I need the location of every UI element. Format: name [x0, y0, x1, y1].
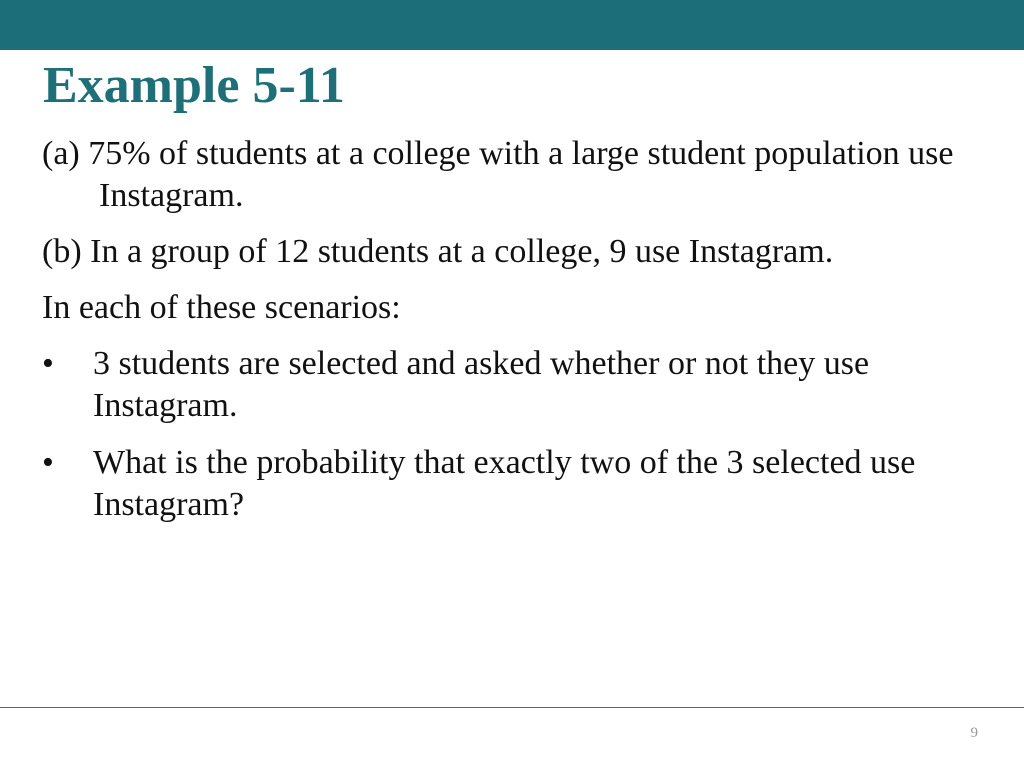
- bullet-marker: •: [42, 345, 54, 382]
- slide-body: [42, 133, 1002, 541]
- header-bar: [0, 0, 1024, 50]
- scenario-a-text: (a) 75% of students at a college with a large student population use Instagram.: [42, 135, 954, 214]
- bullet-text: 3 students are selected and asked whether or not they use Instagram.: [93, 345, 870, 424]
- bullet-item-probability-question: [42, 442, 1002, 526]
- bullet-text: What is the probability that exactly two of the 3 selected use Instagram?: [93, 444, 916, 523]
- scenario-b-text: (b) In a group of 12 students at a college, 9 use Instagram.: [42, 233, 834, 270]
- scenarios-intro: In each of these scenarios:: [42, 289, 401, 326]
- bullet-item-selection: [42, 343, 1002, 427]
- bullet-marker: •: [42, 444, 54, 481]
- page-number: 9: [970, 725, 978, 741]
- slide-title: Example 5-11: [43, 57, 345, 114]
- footer-divider: [0, 707, 1024, 708]
